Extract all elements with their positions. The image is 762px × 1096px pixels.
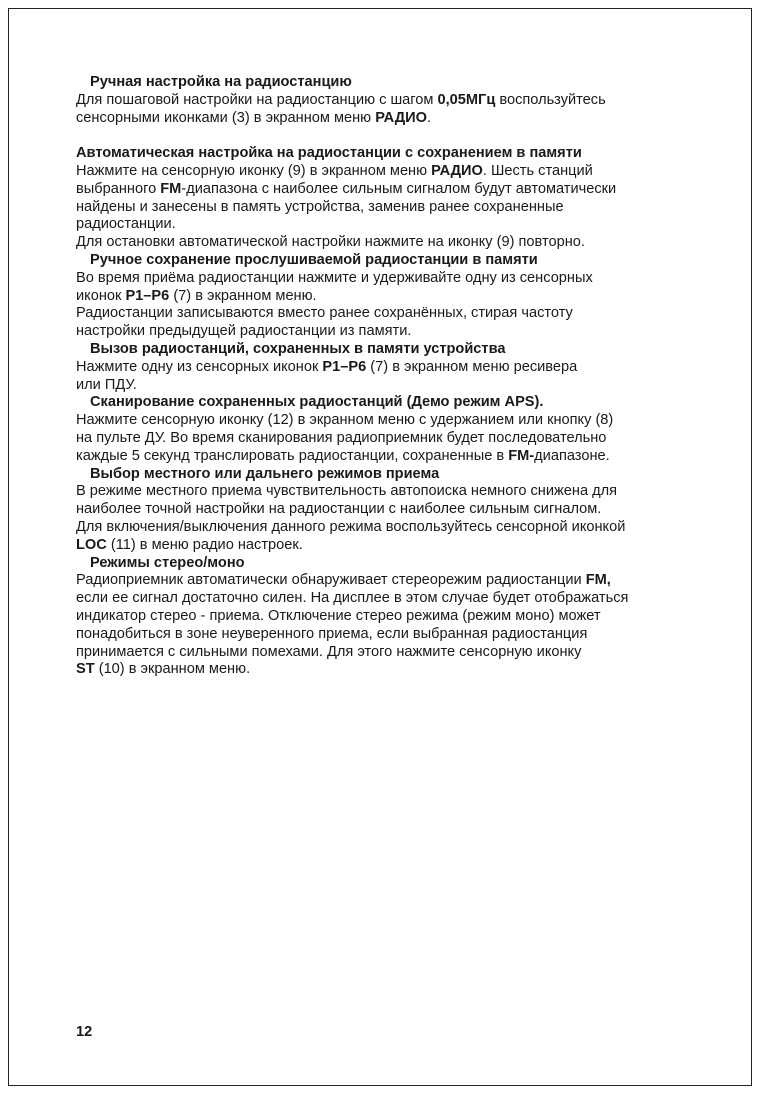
heading-local-distant: Выбор местного или дальнего режимов приема <box>90 465 440 482</box>
page-number: 12 <box>76 1024 93 1040</box>
heading-manual-save: Ручное сохранение прослушиваемой радиостанции в памяти <box>90 251 538 268</box>
heading-scan: Сканирование сохраненных радиостанций (Демо режим APS). <box>90 394 544 411</box>
paragraph-recall: Нажмите одну из сенсорных иконок P1–P6 (7) в экранном меню ресивера или ПДУ. <box>76 358 578 393</box>
spacer <box>76 127 688 145</box>
paragraph-manual-tuning: Для пошаговой настройки на радиостанцию с шагом 0,05МГц воспользуйтесь сенсорными иконками (3) в экранном меню РАДИО. <box>76 91 606 126</box>
heading-stereo-mono: Режимы стерео/моно <box>90 554 245 571</box>
paragraph-stereo-mono: Радиоприемник автоматически обнаруживает стереорежим радиостанции FM, если ее сигнал достаточно силен. На дисплее в этом случае будет отображаться индикатор стерео - приема. Отключение стерео режима (режим моно) может понадобиться в зоне неуверенного приема, если выбранная радиостанция принимается с сильными помехами. Для этого нажмите сенсорную иконку ST (10) в экранном меню. <box>76 572 629 678</box>
paragraph-local-distant: В режиме местного приема чувствительность автопоиска немного снижена для наиболее точной настройки на радиостанции с наиболее сильным сигналом. Для включения/выключения данного режима воспользуйтесь сенсорной иконкой LOC (11) в меню радио настроек. <box>76 483 626 553</box>
document-body <box>76 74 688 679</box>
paragraph-manual-save: Во время приёма радиостанции нажмите и удерживайте одну из сенсорных иконок P1–P6 (7) в экранном меню. Радиостанции записываются вместо ранее сохранённых, стирая частоту настройки предыдущей радиостанции из памяти. <box>76 269 593 340</box>
heading-recall: Вызов радиостанций, сохраненных в памяти устройства <box>90 340 506 357</box>
heading-manual-tuning: Ручная настройка на радиостанцию <box>90 74 352 90</box>
paragraph-auto-tuning: Нажмите на сенсорную иконку (9) в экранном меню РАДИО. Шесть станций выбранного FM-диапазона с наиболее сильным сигналом будут автоматически найдены и занесены в память устройства, заменив ранее сохраненные радиостанции. Для остановки автоматической настройки нажмите на иконку (9) повторно. <box>76 162 617 251</box>
heading-auto-tuning: Автоматическая настройка на радиостанции с сохранением в памяти <box>76 145 582 162</box>
paragraph-scan: Нажмите сенсорную иконку (12) в экранном меню с удержанием или кнопку (8) на пульте ДУ. Во время сканирования радиоприемник будет последовательно каждые 5 секунд транслировать радиостанции, сохраненные в FM-диапазоне. <box>76 412 614 464</box>
